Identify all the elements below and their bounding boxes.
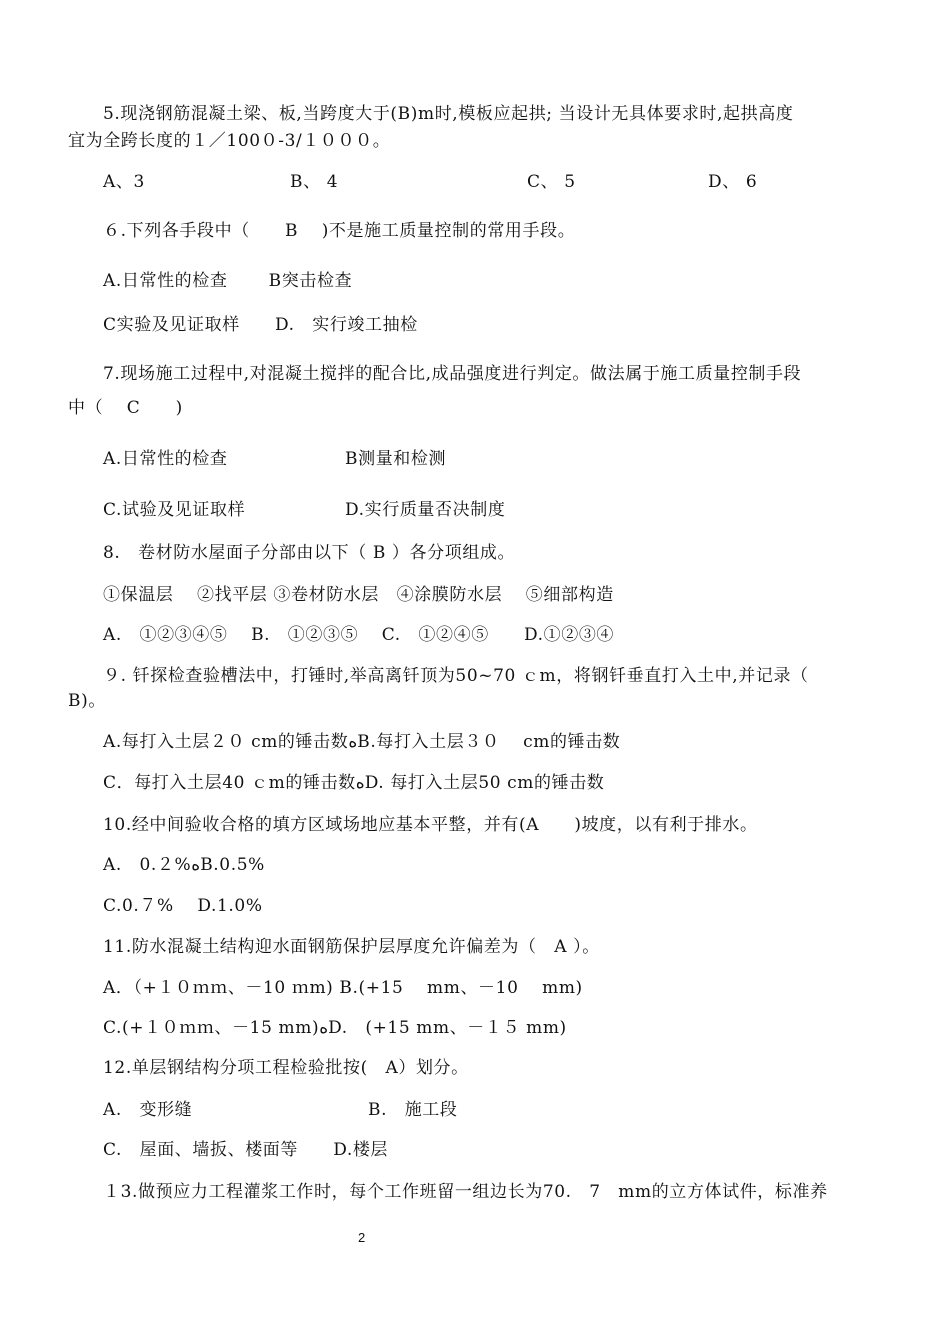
option-text: C.(+１０ｍｍ、－15 mm)ﻩD. (+15 mm、－１５ mm) bbox=[103, 1018, 567, 1038]
text-line: 12.单层钢结构分项工程检验批按( A）划分。 bbox=[103, 1058, 469, 1078]
option-text: D.实行质量否决制度 bbox=[345, 500, 506, 520]
text-line: B)。 bbox=[68, 691, 106, 711]
option-text: A、3 bbox=[103, 172, 145, 192]
text-line: 8. 卷材防水屋面子分部由以下（ B ）各分项组成。 bbox=[103, 543, 516, 563]
option-text: A. 0.２%ﻩB.0.5% bbox=[103, 855, 265, 875]
text-line: １3.做预应力工程灌浆工作时，每个工作班留一组边长为70. 7 mm的立方体试件，标准养 bbox=[103, 1182, 828, 1202]
option-text: C.0.７% D.1.0% bbox=[103, 896, 263, 916]
text-line: 宜为全跨长度的１／100０-3/１０００。 bbox=[68, 131, 391, 151]
option-text: A.日常性的检查 B突击检查 bbox=[103, 271, 353, 291]
option-text: B、 4 bbox=[290, 172, 339, 192]
page-number: 2 bbox=[358, 1230, 366, 1245]
option-text: A.每打入土层２０ cm的锤击数ﻩB.每打入土层３０ cm的锤击数 bbox=[103, 732, 621, 752]
option-text: D、 6 bbox=[708, 172, 758, 192]
option-text: C.试验及见证取样 bbox=[103, 500, 246, 520]
text-line: 11.防水混凝土结构迎水面钢筋保护层厚度允许偏差为（ A ）。 bbox=[103, 937, 600, 957]
option-text: A.日常性的检查 bbox=[103, 449, 228, 469]
option-text: A. ①②③④⑤ B. ①②③⑤ C. ①②④⑤ D.①②③④ bbox=[103, 625, 615, 645]
text-line: 5.现浇钢筋混凝土梁、板,当跨度大于(B)m时,模板应起拱; 当设计无具体要求时,起拱高度 bbox=[103, 104, 794, 124]
text-line: 中（ C ) bbox=[68, 398, 183, 418]
text-line: 7.现场施工过程中,对混凝土搅拌的配合比,成品强度进行判定。做法属于施工质量控制手段 bbox=[103, 364, 802, 384]
option-text: C实验及见证取样 D. 实行竣工抽检 bbox=[103, 315, 418, 335]
option-text: B. 施工段 bbox=[368, 1100, 458, 1120]
text-line: ①保温层 ②找平层 ③卷材防水层 ④涂膜防水层 ⑤细部构造 bbox=[103, 585, 614, 605]
text-line: ６.下列各手段中（ B )不是施工质量控制的常用手段。 bbox=[103, 221, 576, 241]
option-text: B测量和检测 bbox=[345, 449, 447, 469]
option-text: C、 5 bbox=[527, 172, 576, 192]
option-text: C. 屋面、墙扳、楼面等 D.楼层 bbox=[103, 1140, 389, 1160]
option-text: C．每打入土层40 ｃm的锤击数ﻩD. 每打入土层50 cm的锤击数 bbox=[103, 773, 605, 793]
option-text: A．（+１０ｍｍ、－10 ｍm) B.(+15 mm、－10 mm) bbox=[103, 978, 583, 998]
text-line: 10.经中间验收合格的填方区域场地应基本平整，并有(A )坡度，以有利于排水。 bbox=[103, 815, 758, 835]
option-text: A. 变形缝 bbox=[103, 1100, 193, 1120]
text-line: ９. 钎探检查验槽法中，打锤时,举高离钎顶为50~70 ｃm，将钢钎垂直打入土中,并记录（ bbox=[103, 666, 809, 686]
